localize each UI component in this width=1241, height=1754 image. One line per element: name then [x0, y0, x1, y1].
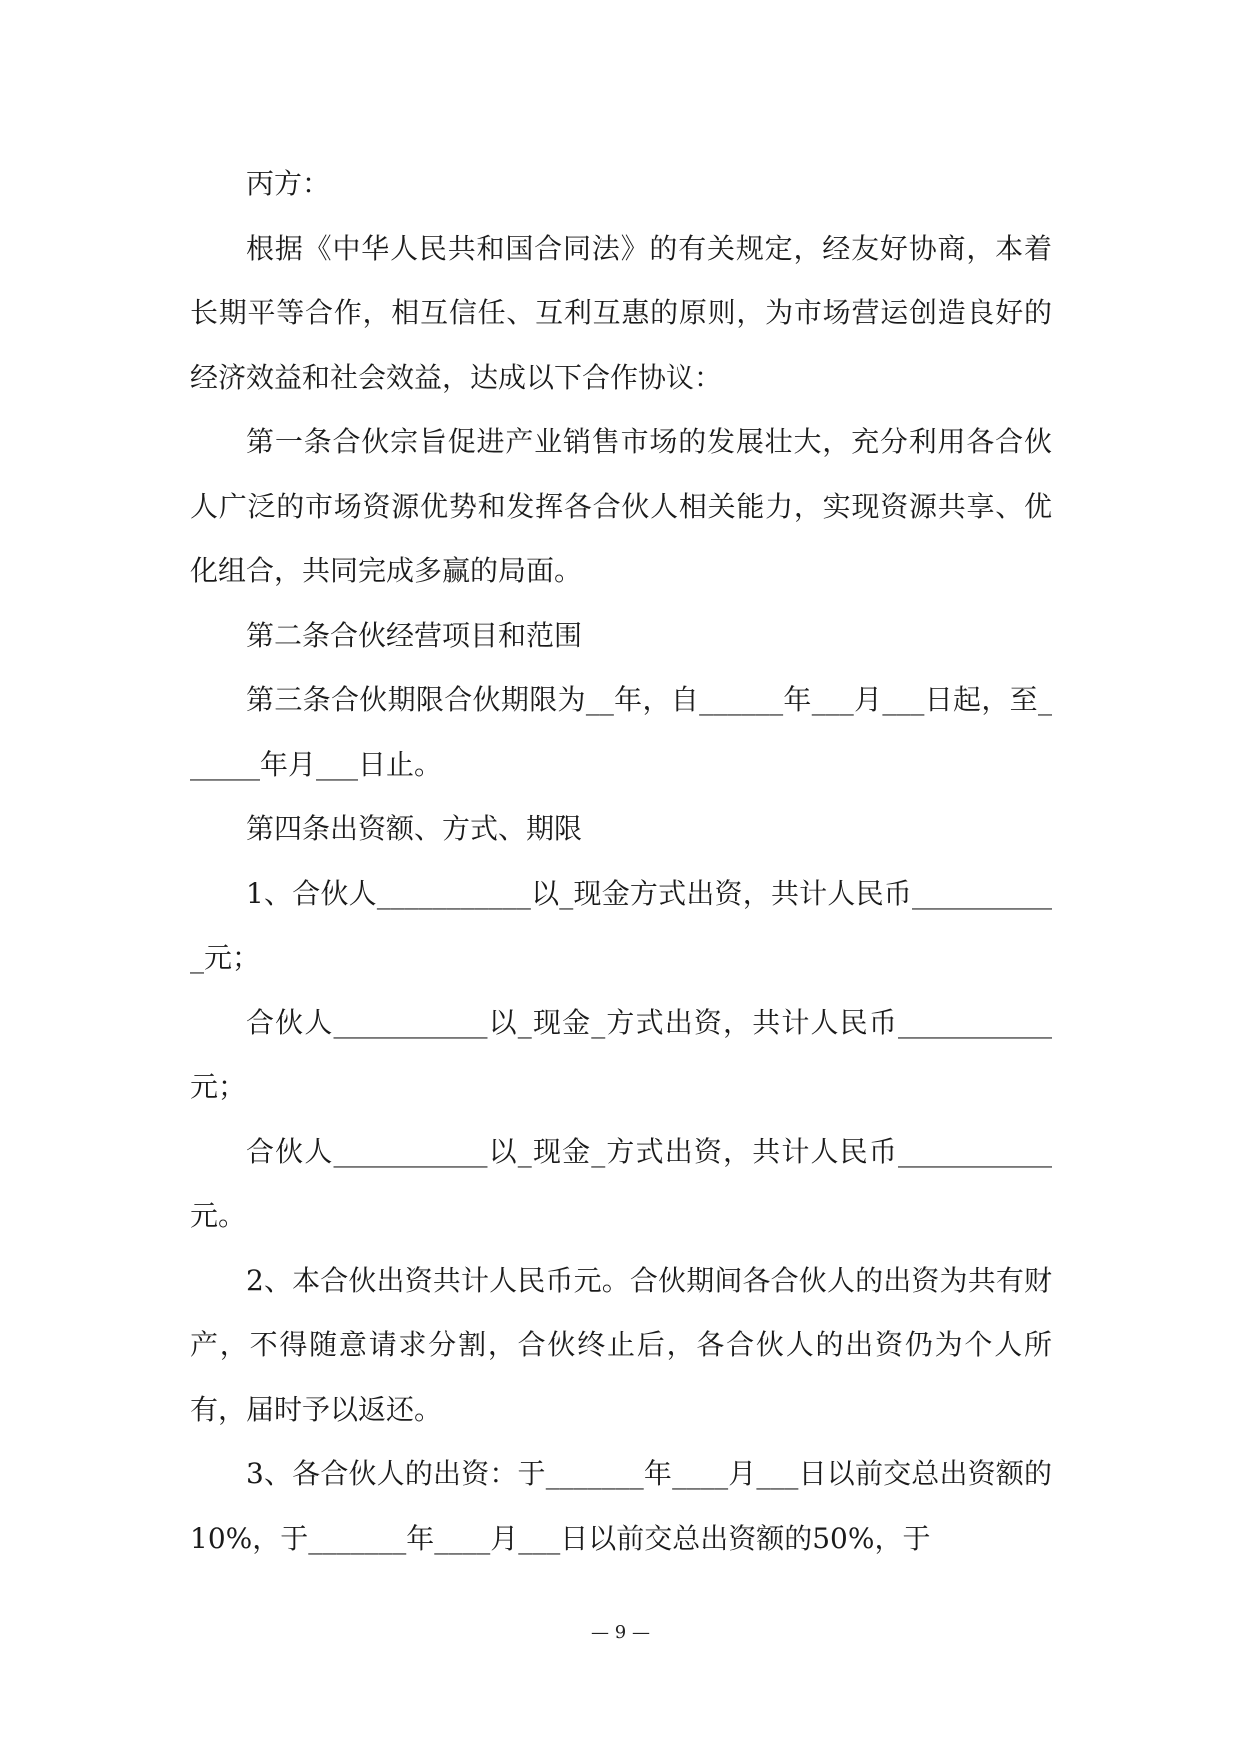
page-number: — 9 — [591, 1622, 650, 1643]
document-body [190, 152, 1052, 1571]
paragraph-contribution-2: 合伙人___________以_现金_方式出资，共计人民币___________元； [190, 1005, 1052, 1103]
paragraph-article-4: 第四条出资额、方式、期限 [246, 812, 583, 845]
paragraph-payment-schedule: 3、各合伙人的出资：于_______年____月___日以前交总出资额的10%，于_______年____月___日以前交总出资额的50%，于 [190, 1457, 1052, 1555]
paragraph-article-2: 第二条合伙经营项目和范围 [246, 618, 583, 652]
paragraph-contribution-3: 合伙人___________以_现金_方式出资，共计人民币___________元。 [190, 1134, 1052, 1232]
paragraph-article-3: 第三条合伙期限合伙期限为__年，自______年___月___日起，至______年月___日止。 [190, 683, 1052, 781]
paragraph-total-contribution: 2、本合伙出资共计人民币元。合伙期间各合伙人的出资为共有财产，不得随意请求分割，合伙终止后，各合伙人的出资仍为个人所有，届时予以返还。 [190, 1263, 1052, 1426]
paragraph-preamble: 根据《中华人民共和国合同法》的有关规定，经友好协商，本着长期平等合作，相互信任、互利互惠的原则，为市场营运创造良好的经济效益和社会效益，达成以下合作协议： [190, 231, 1052, 394]
paragraph-party-c: 丙方： [246, 167, 331, 200]
paragraph-article-1: 第一条合伙宗旨促进产业销售市场的发展壮大，充分利用各合伙人广泛的市场资源优势和发挥各合伙人相关能力，实现资源共享、优化组合，共同完成多赢的局面。 [190, 425, 1052, 587]
paragraph-contribution-1: 1、合伙人___________以_现金方式出资，共计人民币___________元； [190, 876, 1052, 974]
